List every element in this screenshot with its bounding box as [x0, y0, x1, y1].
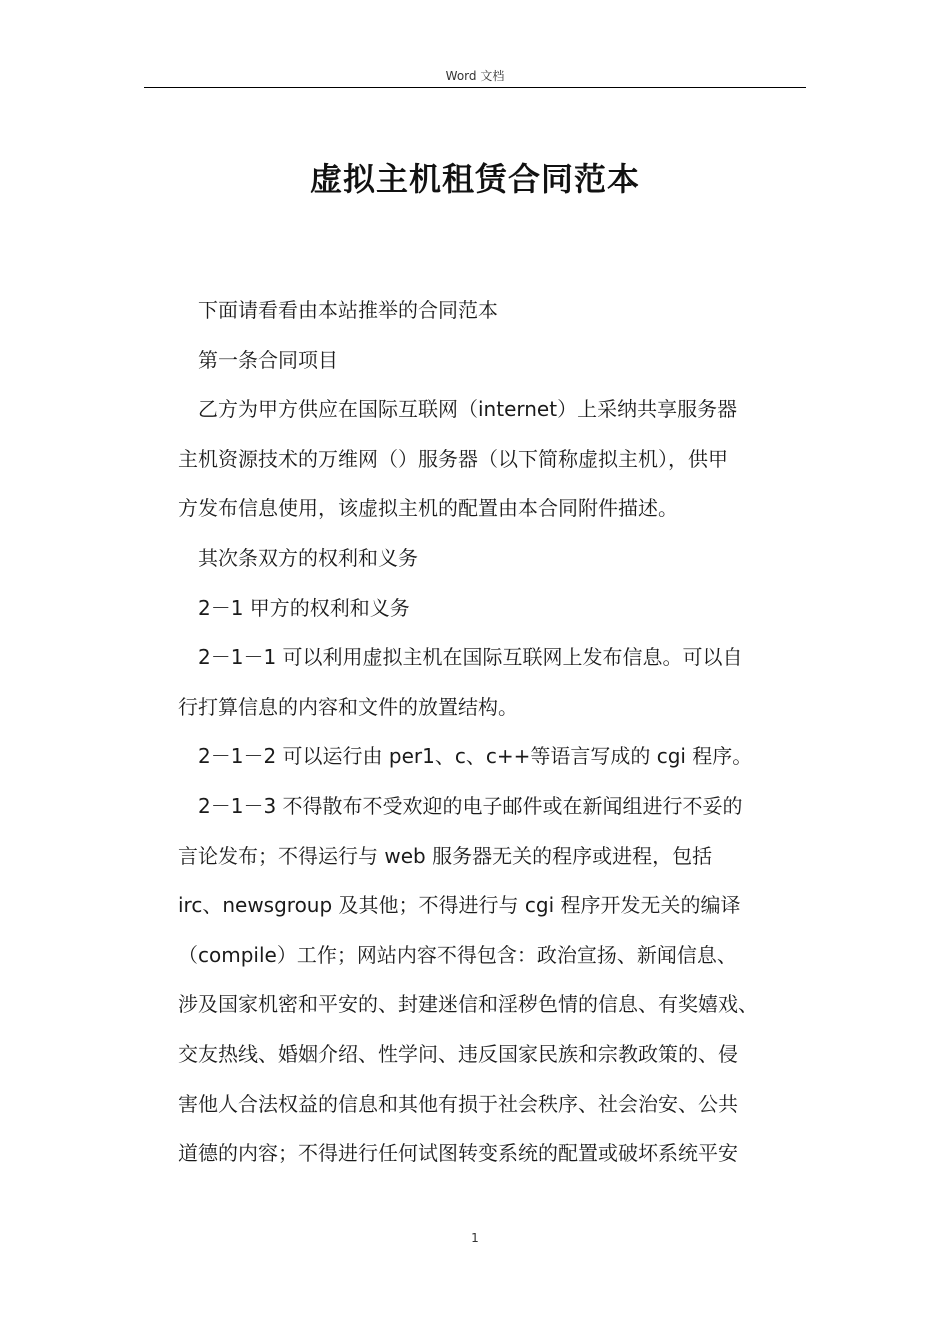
paragraph-line: 其次条双方的权利和义务 — [198, 545, 418, 570]
paragraph-line: 言论发布；不得运行与 web 服务器无关的程序或进程，包括 — [178, 843, 713, 868]
paragraph-line: 下面请看看由本站推举的合同范本 — [198, 298, 498, 322]
header-divider — [144, 87, 806, 88]
paragraph-line: 方发布信息使用，该虚拟主机的配置由本合同附件描述。 — [178, 496, 678, 521]
paragraph-line: 乙方为甲方供应在国际互联网（internet）上采纳共享服务器 — [198, 397, 738, 422]
paragraph-line: 行打算信息的内容和文件的放置结构。 — [178, 694, 518, 719]
paragraph-line: 害他人合法权益的信息和其他有损于社会秩序、社会治安、公共 — [178, 1091, 738, 1116]
paragraph-line: （compile）工作；网站内容不得包含：政治宣扬、新闻信息、 — [178, 942, 737, 967]
paragraph-line: 主机资源技术的万维网（）服务器（以下简称虚拟主机），供甲 — [178, 446, 728, 471]
paragraph-line: 2－1－1 可以利用虚拟主机在国际互联网上发布信息。可以自 — [198, 645, 743, 670]
paragraph-line: 2－1－3 不得散布不受欢迎的电子邮件或在新闻组进行不妥的 — [198, 793, 743, 818]
document-title: 虚拟主机租赁合同范本 — [309, 160, 640, 198]
page-number: 1 — [471, 1231, 479, 1245]
document-body — [178, 286, 818, 1179]
page-header: Word 文档 — [445, 69, 505, 83]
paragraph-line: 交友热线、婚姻介绍、性学问、违反国家民族和宗教政策的、侵 — [178, 1041, 738, 1066]
paragraph-line: 第一条合同项目 — [198, 347, 338, 372]
paragraph-line: 道德的内容；不得进行任何试图转变系统的配置或破坏系统平安 — [178, 1141, 738, 1166]
paragraph-line: 2－1－2 可以运行由 per1、c、c++等语言写成的 cgi 程序。 — [198, 744, 753, 769]
paragraph-line: irc、newsgroup 及其他；不得进行与 cgi 程序开发无关的编译 — [178, 893, 741, 918]
paragraph-line: 涉及国家机密和平安的、封建迷信和淫秽色情的信息、有奖嬉戏、 — [178, 992, 758, 1017]
paragraph-line: 2－1 甲方的权利和义务 — [198, 595, 410, 620]
